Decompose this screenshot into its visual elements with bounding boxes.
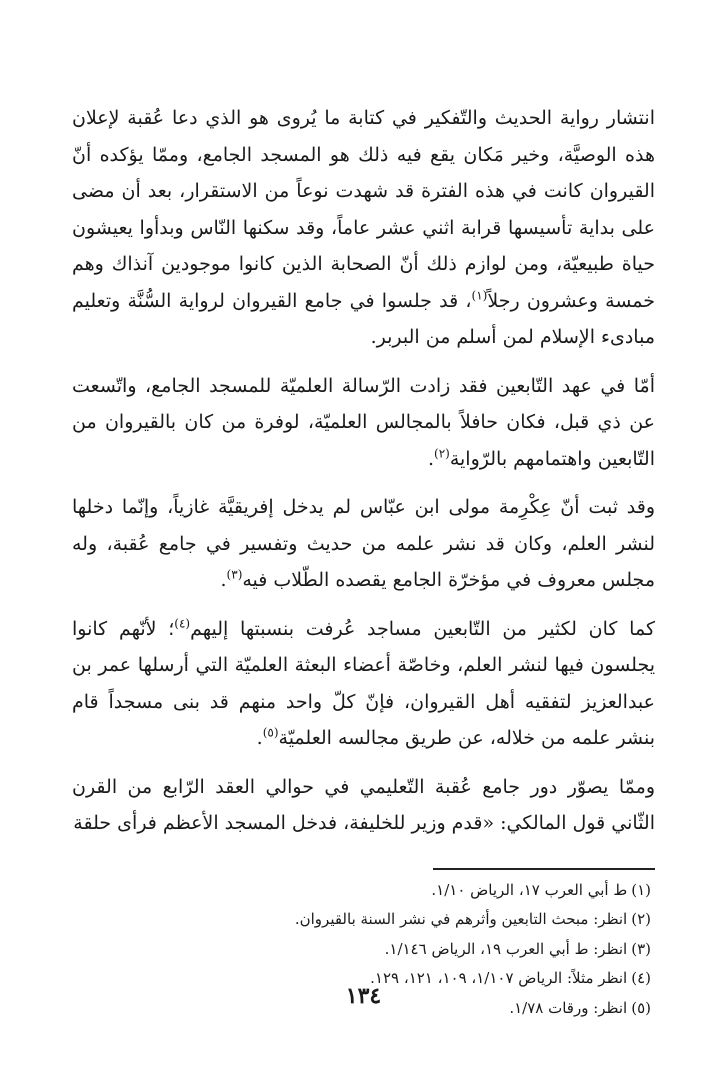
footnote-ref-5[interactable]: (٥) — [262, 725, 279, 740]
paragraph-3: وقد ثبت أنّ عِكْرِمة مولى ابن عبّاس لم يدخل إفريقيَّة غازياً، وإنّما دخلها لنشر العلم، وكان قد نشر علمه من حديث وتفسير في جامع عُقبة، وله مجلس معروف في مؤخرّة الجامع يقصده الطّلاب فيه$^{(٣)}$. — [72, 496, 655, 591]
page-number: ١٣٤ — [345, 983, 382, 1009]
footnote-ref-4[interactable]: (٤) — [174, 616, 191, 631]
footnote-ref-3[interactable]: (٣) — [226, 567, 243, 582]
footnote-4: (٤)انظر مثلاً: الرياض ١/١٠٧، ١٠٩، ١٢١، ١٢٩. — [370, 969, 651, 987]
footnote-5: (٥)انظر: ورقات ١/٧٨. — [509, 998, 651, 1017]
paragraph-4: كما كان لكثير من التّابعين مساجد عُرفت بنسبتها إليهم$^{(٤)}$؛ لأنّهم كانوا يجلسون فيها لنشر العلم، وخاصّة أعضاء البعثة العلميّة التي أرسلها عمر بن عبدالعزيز لتفقيه أهل القيروان، فإنّ كلّ واحد منهم قد بنى مسجداً قام بنشر علمه من خلاله، عن طريق مجالسه العلميّة$^{(٥)}$. — [72, 616, 655, 749]
paragraph-1: انتشار رواية الحديث والتّفكير في كتابة ما يُروى هو الذي دعا عُقبة لإعلان هذه الوصيَّة، وخير مَكان يقع فيه ذلك هو المسجد الجامع، وممّا يؤكده أنّ القيروان كانت في هذه الفترة قد شهدت نوعاً من الاستقرار، بعد أن مضى على بداية تأسيسها قرابة اثني عشر عاماً، وقد سكنها النّاس وبدأوا يعيشون حياة طبيعيّة، ومن لوازم ذلك أنّ الصحابة الذين كانوا موجودين آنذاك وهم خمسة وعشرون رجلاً$^{(١)}$، قد جلسوا في جامع القيروان لرواية السُّنَّة وتعليم مبادىء الإسلام لمن أسلم من البربر. — [72, 107, 655, 348]
paragraph-2: أمّا في عهد التّابعين فقد زادت الرّسالة العلميّة للمسجد الجامع، واتّسعت عن ذي قبل، فكان حافلاً بالمجالس العلميّة، لوفرة من كان بالقيروان من التّابعين واهتمامهم بالرّواية$^{(٢)}$. — [72, 374, 655, 470]
footnote-separator — [433, 868, 655, 870]
footnote-1: (١)ط أبي العرب ١٧، الرياض ١/١٠. — [431, 880, 651, 899]
footnote-ref-2[interactable]: (٢) — [434, 446, 450, 461]
paragraph-5: وممّا يصوّر دور جامع عُقبة التّعليمي في حوالي العقد الرّابع من القرن الثّاني قول المالكي: «قدم وزير للخليفة، فدخل المسجد الأعظم فرأى حلقة — [72, 775, 655, 834]
footnote-3: (٣)انظر: ط أبي العرب ١٩، الرياض ١/١٤٦. — [384, 939, 651, 958]
footnote-2: (٢)انظر: مبحث التابعين وأثرهم في نشر السنة بالقيروان. — [294, 910, 651, 928]
footnote-ref-1[interactable]: (١) — [471, 288, 488, 303]
